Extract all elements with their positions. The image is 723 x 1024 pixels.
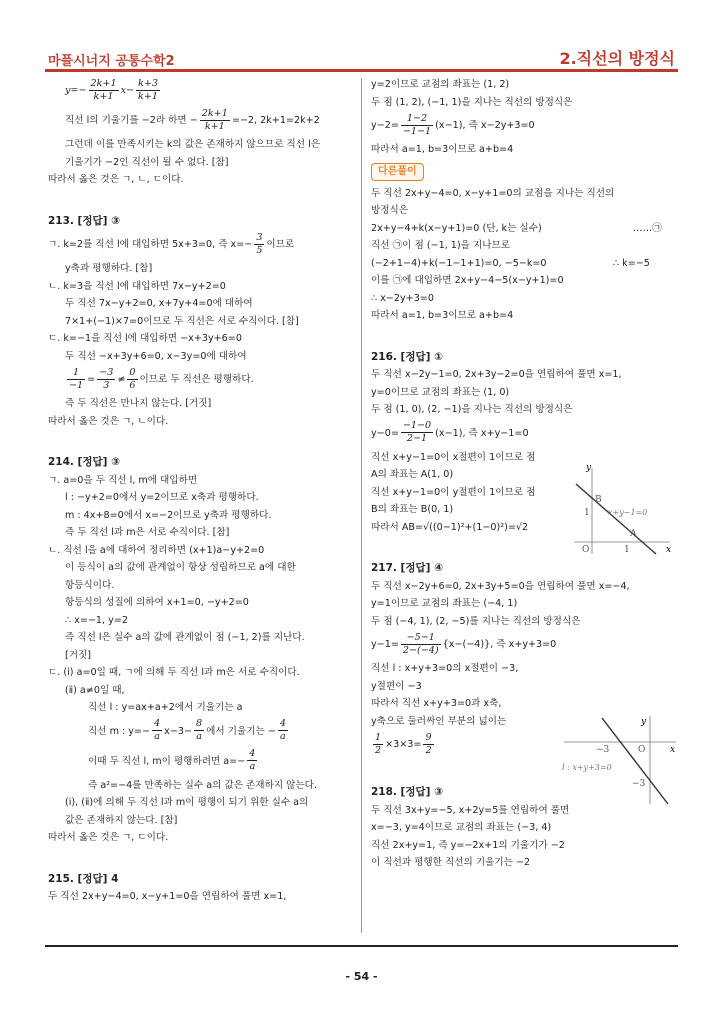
eq-line: 이때 두 직선 l, m이 평행하려면 a=− $\frac{4}{a}$ bbox=[88, 748, 256, 772]
answer-title-213: 213. [정답] ③ bbox=[48, 214, 120, 227]
graph-217 bbox=[560, 712, 678, 807]
line-equation-label: x+y−1=0 bbox=[608, 508, 648, 517]
text-line: 직선 l : y=ax+a+2에서 기울기는 a bbox=[88, 702, 243, 713]
column-divider bbox=[361, 78, 362, 933]
text-line: 두 직선 x−2y+6=0, 2x+3y+5=0을 연립하여 풀면 x=−4, bbox=[371, 580, 630, 592]
text-line: (ⅰ), (ⅱ)에 의해 두 직선 l과 m이 평행이 되기 위한 실수 a의 bbox=[65, 797, 309, 808]
text-line: 7×1+(−1)×7=0이므로 두 직선은 서로 수직이다. [참] bbox=[65, 315, 299, 327]
origin-label: O bbox=[638, 745, 646, 755]
text-line: 따라서 AB=√((0−1)²+(1−0)²)=√2 bbox=[371, 521, 529, 533]
text-line: 두 점 (1, 2), (−1, 1)을 지나는 직선의 방정식은 bbox=[371, 96, 573, 108]
text-line: 기울기가 −2인 직선이 될 수 없다. [참] bbox=[65, 156, 229, 168]
eq-line: y−1= $\frac{-5-1}{2-(-4)}$ {x−(−4)}, 즉 x+y+3=0 bbox=[371, 631, 557, 656]
fraction: $\frac{0}{6}$ bbox=[129, 366, 136, 391]
graph-216 bbox=[570, 462, 675, 557]
text-line: 따라서 a=1, b=3이므로 a+b=4 bbox=[371, 310, 514, 321]
text-line: 즉 a²=−4를 만족하는 실수 a의 값은 존재하지 않는다. bbox=[88, 779, 317, 791]
fraction: $\frac{2k+1}{k+1}$ bbox=[201, 107, 228, 132]
text-line: y=0이므로 교점의 좌표는 (1, 0) bbox=[371, 386, 510, 398]
fraction: $\frac{2k+1}{k+1}$ bbox=[90, 77, 117, 102]
fraction: $\frac{-3}{3}$ bbox=[99, 366, 114, 391]
y-intercept-label: 1 bbox=[584, 508, 590, 518]
text-line: y축과 평행하다. [참] bbox=[65, 263, 153, 274]
x-axis-label: x bbox=[666, 545, 672, 555]
eq-line: y=− $\frac{2k+1}{k+1}$ x− $\frac{k+3}{k+1}$ bbox=[65, 77, 158, 102]
text-line: ㄴ. k=3을 직선 l에 대입하면 7x−y+2=0 bbox=[48, 280, 226, 292]
header-chapter-title: 2.직선의 방정식 bbox=[559, 49, 675, 68]
text-line: ∴ x=−1, y=2 bbox=[65, 614, 128, 626]
text-line: 이 직선과 평행한 직선의 기울기는 −2 bbox=[371, 857, 531, 868]
header-book-title: 마플시너지 공통수학2 bbox=[48, 54, 175, 69]
text-line: y=1이므로 교점의 좌표는 (−4, 1) bbox=[371, 598, 518, 609]
y-axis-label: y bbox=[586, 463, 592, 473]
text-line: 두 직선 −x+3y+6=0, x−3y=0에 대하여 bbox=[65, 350, 247, 362]
y-intercept-label: −3 bbox=[632, 779, 646, 789]
x-intercept-label: 1 bbox=[624, 545, 630, 555]
text-line: 두 직선 2x+y−4=0, x−y+1=0을 연립하여 풀면 x=1, bbox=[48, 891, 287, 902]
text-line: 두 점 (1, 0), (2, −1)을 지나는 직선의 방정식은 bbox=[371, 404, 573, 415]
text-line: 즉 두 직선 l과 m은 서로 수직이다. [참] bbox=[65, 527, 230, 538]
text-line: 두 직선 7x−y+2=0, x+7y+4=0에 대하여 bbox=[65, 298, 253, 309]
fraction: $\frac{k+3}{k+1}$ bbox=[138, 77, 158, 102]
text-line: 항등식의 성질에 의하여 x+1=0, −y+2=0 bbox=[65, 597, 249, 608]
text-line: y=2이므로 교점의 좌표는 (1, 2) bbox=[371, 79, 510, 90]
page-number: - 54 - bbox=[345, 970, 378, 983]
y-axis-label: y bbox=[641, 717, 647, 727]
text-line: 따라서 a=1, b=3이므로 a+b=4 bbox=[371, 144, 514, 155]
text-line: [거짓] bbox=[65, 649, 92, 661]
point-a-label: A bbox=[630, 529, 637, 539]
text-line: 즉 직선 l은 실수 a의 값에 관계없이 점 (−1, 2)를 지난다. bbox=[65, 632, 305, 643]
text-line: 두 점 (−4, 1), (2, −5)를 지나는 직선의 방정식은 bbox=[371, 615, 581, 627]
text-line: 두 직선 2x+y−4=0, x−y+1=0의 교점을 지나는 직선의 bbox=[371, 187, 615, 199]
text-line: 따라서 직선 x+y+3=0과 x축, bbox=[371, 698, 502, 709]
alt-solution-badge: 다른풀이 bbox=[371, 163, 424, 181]
answer-title-216: 216. [정답] ① bbox=[371, 350, 443, 363]
point-b-label: B bbox=[595, 495, 602, 505]
x-axis-label: x bbox=[670, 745, 676, 755]
text-line: (ⅱ) a≠0일 때, bbox=[65, 684, 125, 696]
answer-title-217: 217. [정답] ④ bbox=[371, 562, 443, 574]
text-line: 방정식은 bbox=[371, 205, 409, 216]
x-intercept-label: −3 bbox=[596, 745, 610, 755]
fraction: $\frac{4}{a}$ bbox=[279, 718, 286, 742]
text-line: A의 좌표는 A(1, 0) bbox=[371, 469, 454, 480]
text-line: ㄷ. (ⅰ) a=0일 때, ㄱ에 의해 두 직선 l과 m은 서로 수직이다. bbox=[48, 667, 300, 678]
text-line: 2x+y−4+k(x−y+1)=0 (단, k는 실수) ……㉠ bbox=[371, 222, 662, 234]
fraction: $\frac{1}{2}$ bbox=[375, 731, 382, 756]
fraction: $\frac{4}{a}$ bbox=[249, 748, 256, 772]
text-line: 항등식이다. bbox=[65, 579, 115, 591]
header-rule bbox=[45, 69, 678, 72]
text-line: 따라서 옳은 것은 ㄱ, ㄴ이다. bbox=[48, 415, 169, 427]
footer-rule bbox=[45, 945, 678, 947]
text-line: x=−3, y=4이므로 교점의 좌표는 (−3, 4) bbox=[371, 822, 552, 833]
fraction: $\frac{9}{2}$ bbox=[425, 731, 432, 756]
text-line: 이 등식이 a의 값에 관계없이 항상 성립하므로 a에 대한 bbox=[65, 562, 296, 573]
text-line: 따라서 옳은 것은 ㄱ, ㄷ이다. bbox=[48, 832, 169, 843]
graph-line bbox=[576, 484, 656, 554]
text-line: 값은 존재하지 않는다. [참] bbox=[65, 814, 178, 826]
text-line: ㄷ. k=−1을 직선 l에 대입하면 −x+3y+6=0 bbox=[48, 333, 242, 344]
text-line: ㄱ. k=2를 직선 l에 대입하면 5x+3=0, 즉 x=− $\frac{3}{5}$ 이므로 bbox=[48, 231, 295, 256]
text-line: 두 직선 3x+y=−5, x+2y=5를 연립하여 풀면 bbox=[371, 804, 570, 816]
fraction: $\frac{8}{a}$ bbox=[196, 718, 203, 742]
text-line: 즉 두 직선은 만나지 않는다. [거짓] bbox=[65, 398, 212, 409]
eq-line: y−0= $\frac{-1-0}{2-1}$ (x−1), 즉 x+y−1=0 bbox=[371, 420, 529, 444]
text-line: 이를 ㉠에 대입하면 2x+y−4−5(x−y+1)=0 bbox=[371, 275, 564, 286]
fraction: $\frac{1-2}{-1-1}$ bbox=[402, 112, 432, 137]
fraction: $\frac{-1-0}{2-1}$ bbox=[402, 420, 432, 444]
left-column bbox=[48, 76, 354, 906]
text-line: y절편이 −3 bbox=[371, 680, 422, 692]
text-line: 직선 x+y−1=0이 x절편이 1이므로 점 bbox=[371, 451, 536, 463]
text-line: 직선 ㉠이 점 (−1, 1)을 지나므로 bbox=[371, 240, 511, 251]
eq-line: y−2= $\frac{1-2}{-1-1}$ (x−1), 즉 x−2y+3=0 bbox=[371, 112, 535, 137]
text-line: l : −y+2=0에서 y=2이므로 x축과 평행하다. bbox=[65, 492, 259, 503]
text-line: (−2+1−4)+k(−1−1+1)=0, −5−k=0 ∴ k=−5 bbox=[371, 257, 650, 269]
text-line: ㄱ. a=0을 두 직선 l, m에 대입하면 bbox=[48, 474, 198, 486]
text-line: ㄴ. 직선 l을 a에 대하여 정리하면 (x+1)a−y+2=0 bbox=[48, 544, 265, 556]
text-line: 직선 l의 기울기를 −2라 하면 − $\frac{2k+1}{k+1}$ =−2, 2k+1=2k+2 bbox=[65, 107, 320, 132]
eq-line: 직선 m : y=− $\frac{4}{a}$ x−3− $\frac{8}{a}$ 에서 기울기는 − $\frac{4}{a}$ bbox=[88, 718, 286, 742]
text-line: 직선 x+y−1=0이 y절편이 1이므로 점 bbox=[371, 486, 536, 498]
text-line: y축으로 둘러싸인 부분의 넓이는 bbox=[371, 715, 507, 727]
text-line: ∴ x−2y+3=0 bbox=[371, 292, 434, 304]
text-line: 두 직선 x−2y−1=0, 2x+3y−2=0을 연립하여 풀면 x=1, bbox=[371, 369, 622, 380]
answer-title-218: 218. [정답] ③ bbox=[371, 786, 443, 798]
text-line: 직선 l : x+y+3=0의 x절편이 −3, bbox=[371, 663, 519, 674]
eq-line: $\frac{1}{2}$ ×3×3= $\frac{9}{2}$ bbox=[375, 731, 432, 756]
text-line: 따라서 옳은 것은 ㄱ, ㄴ, ㄷ이다. bbox=[48, 174, 184, 185]
answer-title-214: 214. [정답] ③ bbox=[48, 456, 120, 468]
fraction: $\frac{3}{5}$ bbox=[256, 231, 263, 256]
fraction: $\frac{-5-1}{2-(-4)}$ bbox=[402, 631, 439, 656]
graph-line bbox=[602, 718, 668, 804]
text-line: B의 좌표는 B(0, 1) bbox=[371, 504, 454, 515]
answer-title-215: 215. [정답] 4 bbox=[48, 872, 119, 885]
fraction: $\frac{4}{a}$ bbox=[154, 718, 161, 742]
eq-line: $\frac{1}{-1}$ = $\frac{-3}{3}$ ≠ $\frac{0}{6}$ 이므로 두 직선은 평행하다. bbox=[69, 366, 254, 391]
line-equation-label: l : x+y+3=0 bbox=[562, 763, 612, 772]
text-line: 그런데 이를 만족시키는 k의 값은 존재하지 않으므로 직선 l은 bbox=[65, 139, 321, 150]
fraction: $\frac{1}{-1}$ bbox=[69, 366, 84, 391]
origin-label: O bbox=[582, 545, 590, 555]
text-line: 직선 2x+y=1, 즉 y=−2x+1의 기울기가 −2 bbox=[371, 839, 565, 851]
text-line: m : 4x+8=0에서 x=−2이므로 y축과 평행하다. bbox=[65, 509, 272, 521]
